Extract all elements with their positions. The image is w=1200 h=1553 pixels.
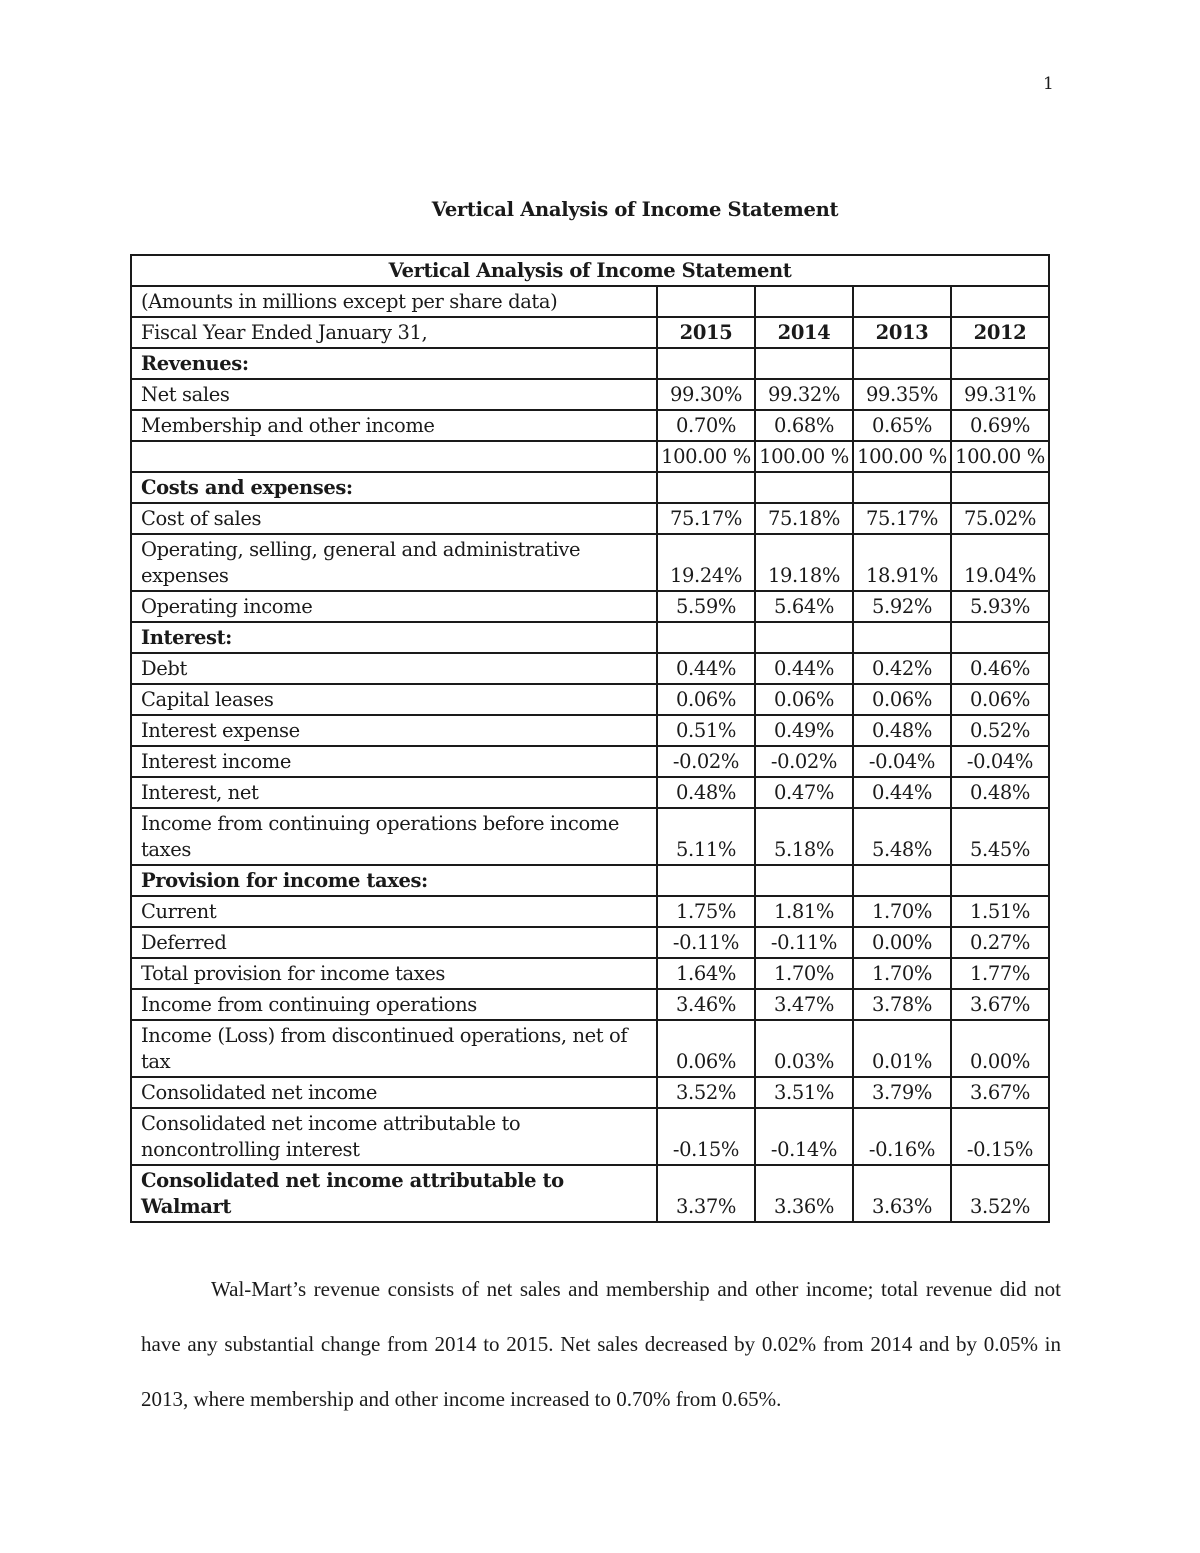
value-cell	[755, 865, 853, 896]
value-cell: -0.04%	[951, 746, 1049, 777]
value-cell: -0.16%	[853, 1108, 951, 1165]
value-cell: -0.14%	[755, 1108, 853, 1165]
document-title: Vertical Analysis of Income Statement	[431, 198, 839, 221]
row-label: Interest, net	[131, 777, 657, 808]
table-row	[131, 653, 1049, 684]
value-cell: 0.06%	[657, 684, 755, 715]
table-row	[131, 410, 1049, 441]
row-label: Current	[131, 896, 657, 927]
table-row	[131, 777, 1049, 808]
income-statement-table	[130, 254, 1050, 1223]
value-cell: 0.68%	[755, 410, 853, 441]
table-row	[131, 1020, 1049, 1077]
row-label: Interest expense	[131, 715, 657, 746]
value-cell: 5.45%	[951, 808, 1049, 865]
row-label: Interest income	[131, 746, 657, 777]
table-body	[131, 255, 1049, 1222]
value-cell: 3.52%	[951, 1165, 1049, 1222]
value-cell: 5.92%	[853, 591, 951, 622]
table-row	[131, 534, 1049, 591]
table-row	[131, 896, 1049, 927]
value-cell	[657, 865, 755, 896]
table-row	[131, 591, 1049, 622]
value-cell	[951, 472, 1049, 503]
value-cell: 5.18%	[755, 808, 853, 865]
year-header: 2014	[755, 317, 853, 348]
table-row	[131, 865, 1049, 896]
value-cell: 3.78%	[853, 989, 951, 1020]
row-label: Consolidated net income attributable to Walmart	[131, 1165, 657, 1222]
value-cell	[951, 865, 1049, 896]
value-cell: 0.06%	[951, 684, 1049, 715]
value-cell: 3.37%	[657, 1165, 755, 1222]
value-cell	[755, 472, 853, 503]
value-cell: 0.70%	[657, 410, 755, 441]
value-cell: 0.65%	[853, 410, 951, 441]
row-label: Consolidated net income attributable to noncontrolling interest	[131, 1108, 657, 1165]
value-cell: 0.00%	[951, 1020, 1049, 1077]
value-cell: 75.17%	[657, 503, 755, 534]
table-row	[131, 622, 1049, 653]
value-cell: 100.00 %	[657, 441, 755, 472]
row-label	[131, 441, 657, 472]
row-label: Provision for income taxes:	[131, 865, 657, 896]
value-cell: -0.15%	[951, 1108, 1049, 1165]
row-label: Income from continuing operations before income taxes	[131, 808, 657, 865]
value-cell: 0.48%	[951, 777, 1049, 808]
value-cell: 1.64%	[657, 958, 755, 989]
value-cell: 0.47%	[755, 777, 853, 808]
row-label: Income (Loss) from discontinued operations, net of tax	[131, 1020, 657, 1077]
value-cell: 75.18%	[755, 503, 853, 534]
value-cell: 0.06%	[853, 684, 951, 715]
table-row	[131, 958, 1049, 989]
table-row	[131, 348, 1049, 379]
value-cell: 0.52%	[951, 715, 1049, 746]
year-header: 2013	[853, 317, 951, 348]
value-cell: 19.18%	[755, 534, 853, 591]
year-header: 2012	[951, 317, 1049, 348]
value-cell: 99.31%	[951, 379, 1049, 410]
value-cell: 0.42%	[853, 653, 951, 684]
table-row	[131, 1077, 1049, 1108]
value-cell: 1.70%	[853, 896, 951, 927]
value-cell: 3.79%	[853, 1077, 951, 1108]
value-cell: 75.17%	[853, 503, 951, 534]
value-cell: -0.04%	[853, 746, 951, 777]
value-cell	[853, 865, 951, 896]
value-cell: 5.64%	[755, 591, 853, 622]
value-cell: 5.48%	[853, 808, 951, 865]
value-cell: 0.44%	[853, 777, 951, 808]
value-cell	[853, 472, 951, 503]
value-cell	[853, 622, 951, 653]
row-label: Cost of sales	[131, 503, 657, 534]
value-cell: 0.46%	[951, 653, 1049, 684]
value-cell: 0.03%	[755, 1020, 853, 1077]
value-cell: 3.63%	[853, 1165, 951, 1222]
row-label: Operating, selling, general and administrative expenses	[131, 534, 657, 591]
row-label: Capital leases	[131, 684, 657, 715]
value-cell: 1.70%	[755, 958, 853, 989]
table-row	[131, 503, 1049, 534]
value-cell: 19.04%	[951, 534, 1049, 591]
value-cell: 0.49%	[755, 715, 853, 746]
value-cell: 1.70%	[853, 958, 951, 989]
table-row	[131, 746, 1049, 777]
value-cell: 3.36%	[755, 1165, 853, 1222]
value-cell: 3.67%	[951, 989, 1049, 1020]
value-cell	[657, 348, 755, 379]
table-row	[131, 715, 1049, 746]
value-cell: 0.48%	[853, 715, 951, 746]
value-cell: 19.24%	[657, 534, 755, 591]
row-label: Interest:	[131, 622, 657, 653]
year-header: 2015	[657, 317, 755, 348]
value-cell: -0.15%	[657, 1108, 755, 1165]
row-label: Membership and other income	[131, 410, 657, 441]
table-row	[131, 472, 1049, 503]
value-cell: 3.67%	[951, 1077, 1049, 1108]
row-label: Debt	[131, 653, 657, 684]
value-cell: 0.48%	[657, 777, 755, 808]
fiscal-year-label: Fiscal Year Ended January 31,	[131, 317, 657, 348]
value-cell	[657, 472, 755, 503]
analysis-paragraph: Wal-Mart’s revenue consists of net sales and membership and other income; total revenue did not have any substantial change from 2014 to 2015. Net sales decreased by 0.02% from 2014 and by 0.05% in 2013, where membership and other income increased to 0.70% from 0.65%.	[141, 1277, 1061, 1411]
row-label: Deferred	[131, 927, 657, 958]
value-cell	[853, 348, 951, 379]
value-cell: 0.06%	[657, 1020, 755, 1077]
value-cell: -0.11%	[755, 927, 853, 958]
value-cell: 0.00%	[853, 927, 951, 958]
value-cell: 0.44%	[755, 653, 853, 684]
value-cell: 0.01%	[853, 1020, 951, 1077]
value-cell: 5.93%	[951, 591, 1049, 622]
table-subtitle: (Amounts in millions except per share data)	[131, 286, 657, 317]
table-title: Vertical Analysis of Income Statement	[131, 255, 1049, 286]
row-label: Total provision for income taxes	[131, 958, 657, 989]
table-row	[131, 1165, 1049, 1222]
table-row	[131, 927, 1049, 958]
value-cell: 75.02%	[951, 503, 1049, 534]
value-cell: 99.30%	[657, 379, 755, 410]
value-cell: 99.32%	[755, 379, 853, 410]
table-row	[131, 379, 1049, 410]
row-label: Consolidated net income	[131, 1077, 657, 1108]
value-cell: 5.59%	[657, 591, 755, 622]
row-label: Costs and expenses:	[131, 472, 657, 503]
value-cell: 100.00 %	[755, 441, 853, 472]
value-cell: 3.46%	[657, 989, 755, 1020]
row-label: Net sales	[131, 379, 657, 410]
value-cell: 100.00 %	[853, 441, 951, 472]
value-cell: 3.51%	[755, 1077, 853, 1108]
value-cell: 3.47%	[755, 989, 853, 1020]
value-cell	[657, 622, 755, 653]
value-cell: -0.11%	[657, 927, 755, 958]
value-cell: 0.69%	[951, 410, 1049, 441]
page-number: 1	[1043, 74, 1054, 94]
table-header-row	[131, 317, 1049, 348]
row-label: Income from continuing operations	[131, 989, 657, 1020]
row-label: Operating income	[131, 591, 657, 622]
row-label: Revenues:	[131, 348, 657, 379]
table-cell	[755, 286, 853, 317]
table-cell	[951, 286, 1049, 317]
value-cell: 1.51%	[951, 896, 1049, 927]
value-cell: 1.75%	[657, 896, 755, 927]
value-cell: 1.77%	[951, 958, 1049, 989]
table-row	[131, 684, 1049, 715]
table-title-row	[131, 255, 1049, 286]
value-cell: 0.51%	[657, 715, 755, 746]
table-row	[131, 1108, 1049, 1165]
value-cell: 100.00 %	[951, 441, 1049, 472]
table-cell	[657, 286, 755, 317]
table-subtitle-row	[131, 286, 1049, 317]
table-row	[131, 441, 1049, 472]
value-cell	[755, 622, 853, 653]
value-cell: 0.27%	[951, 927, 1049, 958]
value-cell: 18.91%	[853, 534, 951, 591]
value-cell: -0.02%	[755, 746, 853, 777]
value-cell: -0.02%	[657, 746, 755, 777]
value-cell: 5.11%	[657, 808, 755, 865]
table-cell	[853, 286, 951, 317]
value-cell	[755, 348, 853, 379]
value-cell: 1.81%	[755, 896, 853, 927]
table-row	[131, 808, 1049, 865]
value-cell: 3.52%	[657, 1077, 755, 1108]
value-cell: 99.35%	[853, 379, 951, 410]
table-row	[131, 989, 1049, 1020]
value-cell	[951, 348, 1049, 379]
value-cell: 0.06%	[755, 684, 853, 715]
value-cell	[951, 622, 1049, 653]
value-cell: 0.44%	[657, 653, 755, 684]
